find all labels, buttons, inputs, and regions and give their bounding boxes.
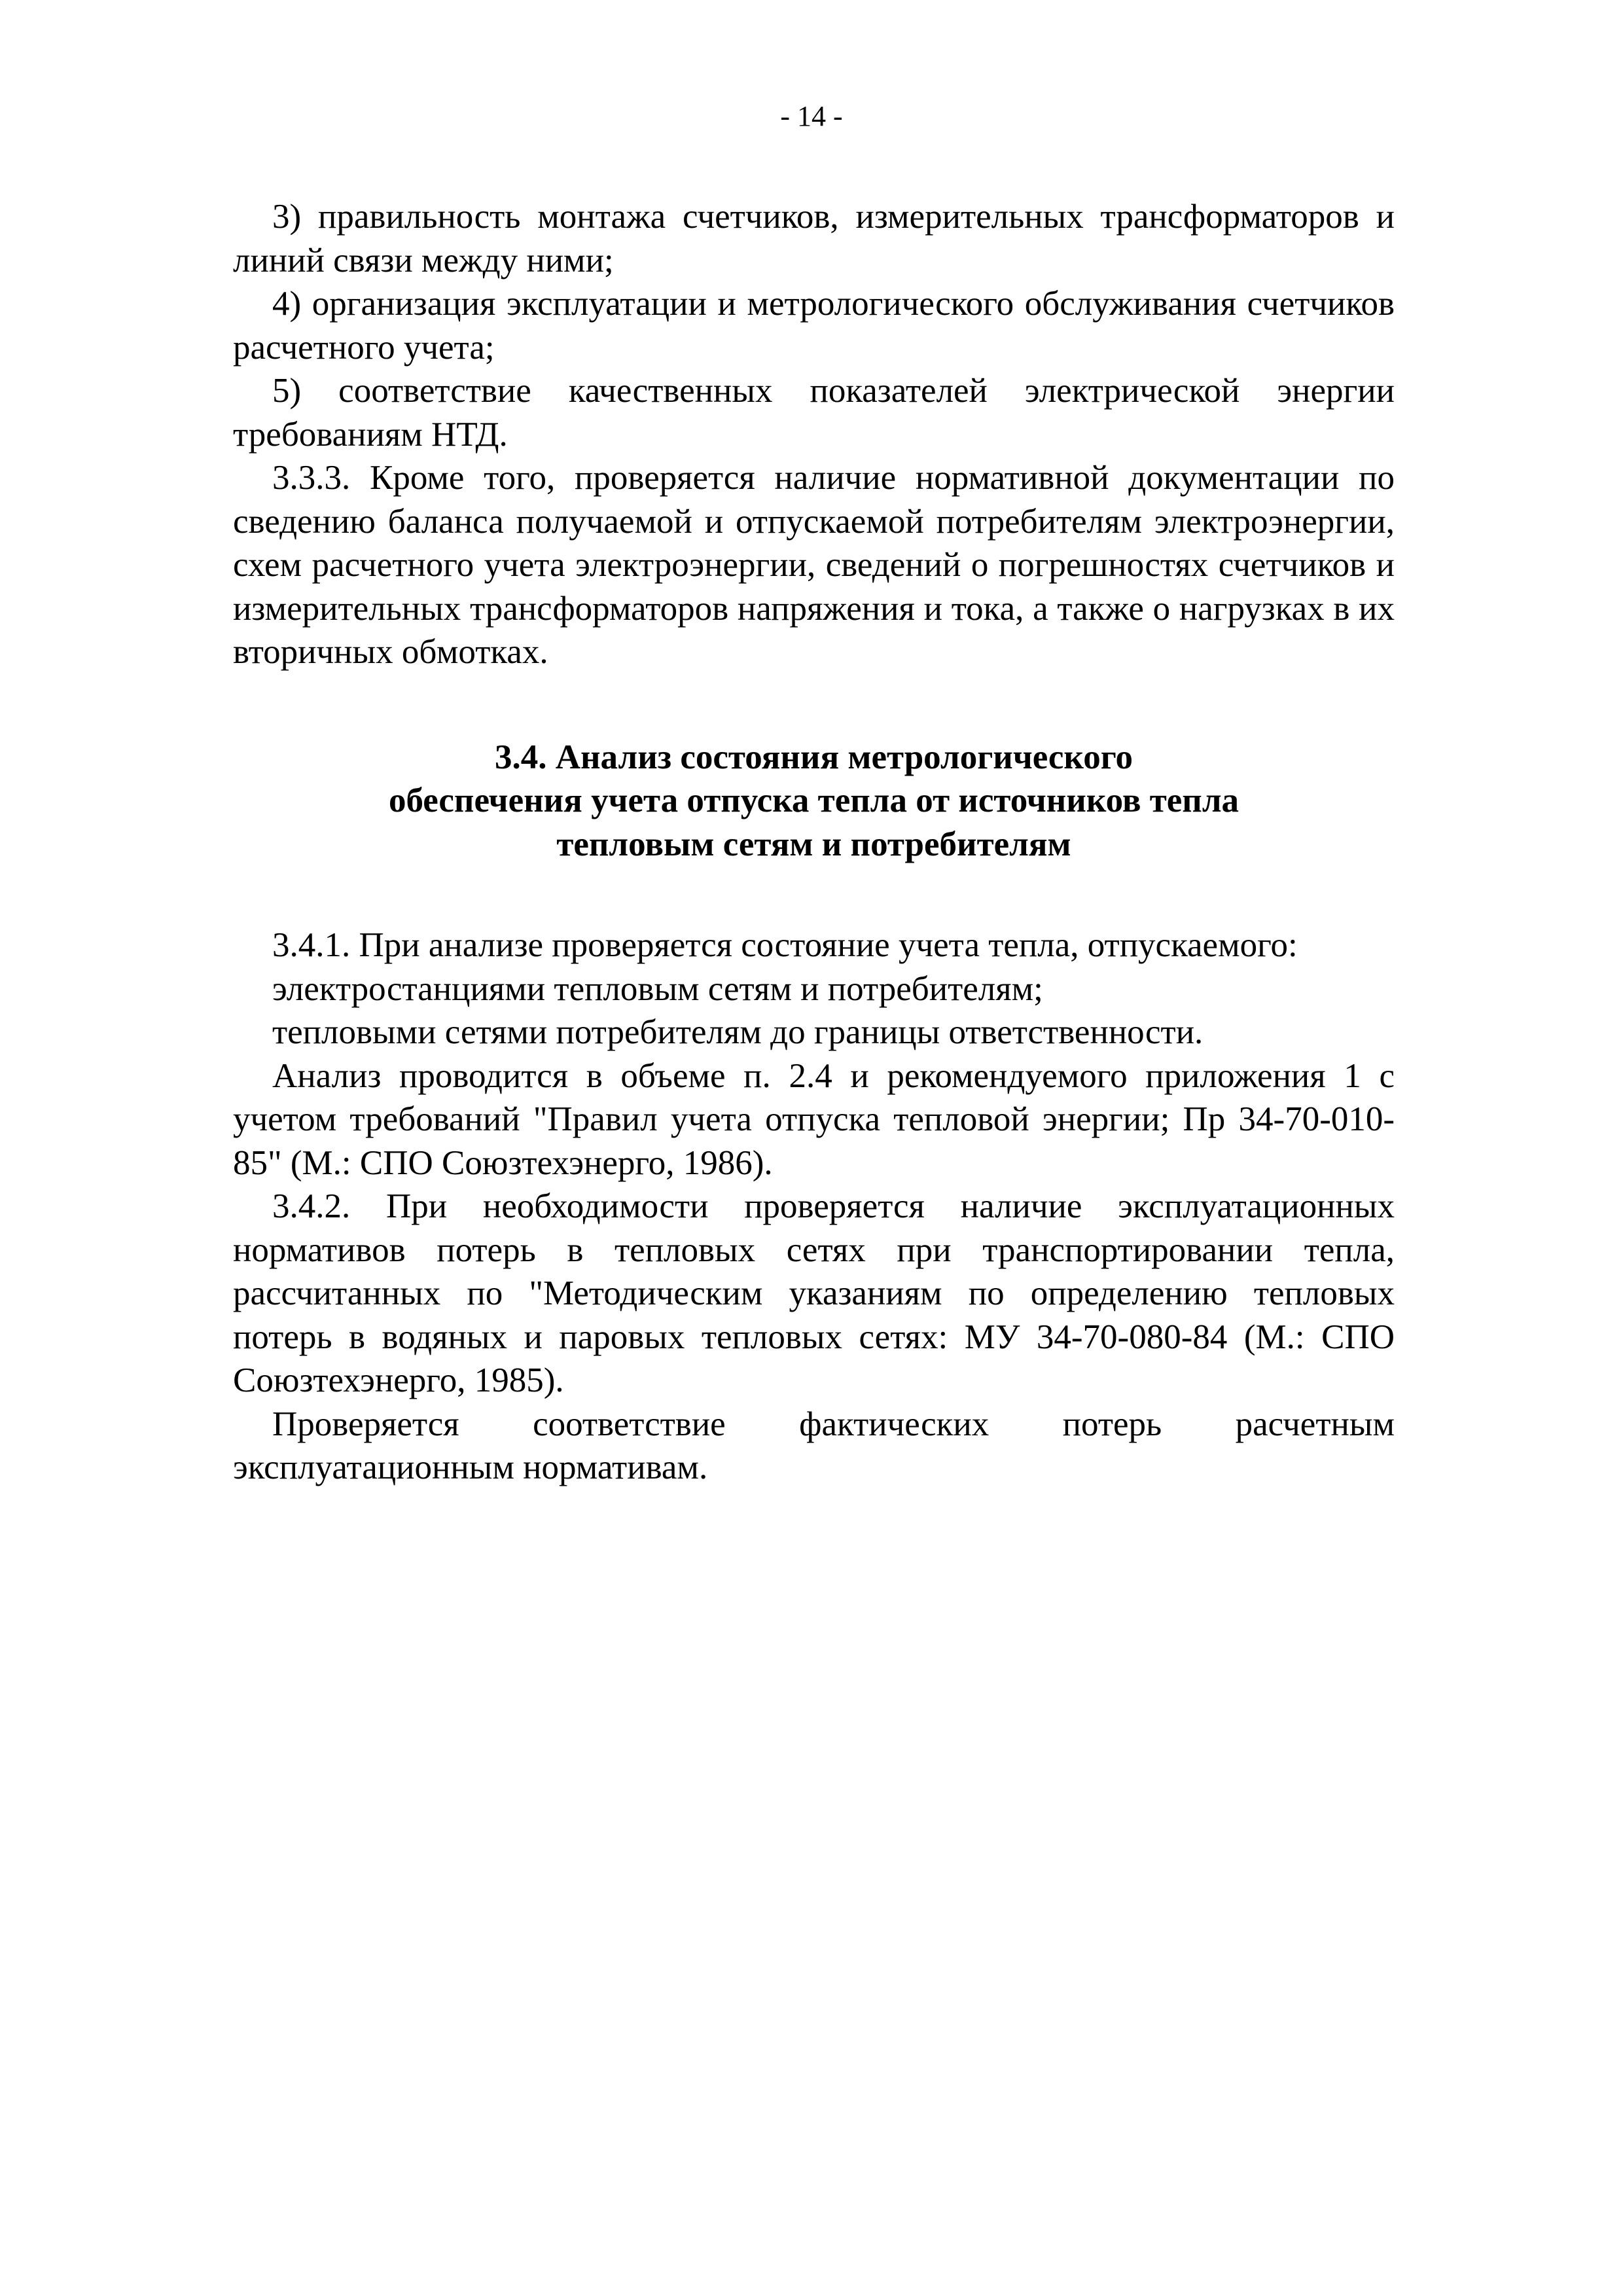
list-item-heat-networks: тепловыми сетями потребителям до границы ответственности. xyxy=(272,1013,1204,1051)
section-heading-3-4 xyxy=(233,736,1395,867)
list-item-5: 5) соответствие качественных показателей электрической энергии требованиям НТД. xyxy=(233,372,1395,454)
paragraph-loss-check: Проверяется соответствие фактических потерь расчетным эксплуатационным нормативам. xyxy=(233,1405,1395,1486)
heading-line-3: тепловым сетям и потребителям xyxy=(556,825,1071,863)
paragraph-3-4-2: 3.4.2. При необходимости проверяется наличие эксплуатационных нормативов потерь в тепловых сетях при транспортировании тепла, рассчитанных по "Методическим указаниям по определению тепловых потерь в водяных и паровых тепловых сетях: МУ 34-70-080-84 (М.: СПО Союзтехэнерго, 1985). xyxy=(233,1187,1395,1399)
list-item-power-plants: электростанциями тепловым сетям и потребителям; xyxy=(272,969,1043,1008)
list-item-4: 4) организация эксплуатации и метрологического обслуживания счетчиков расчетного учета; xyxy=(233,285,1395,367)
list-item-3: 3) правильность монтажа счетчиков, измерительных трансформаторов и линий связи между ними; xyxy=(233,198,1395,279)
paragraph-3-3-3: 3.3.3. Кроме того, проверяется наличие нормативной документации по сведению баланса получаемой и отпускаемой потребителям электроэнергии, схем расчетного учета электроэнергии, сведений о погрешностях счетчиков и измерительных трансформаторов напряжения и тока, а также о нагрузках в их вторичных обмотках. xyxy=(233,459,1395,671)
document-body xyxy=(233,195,1395,1490)
heading-line-2: обеспечения учета отпуска тепла от источников тепла xyxy=(388,781,1240,819)
paragraph-3-4-1: 3.4.1. При анализе проверяется состояние учета тепла, отпускаемого: xyxy=(272,926,1298,964)
heading-line-1: 3.4. Анализ состояния метрологического xyxy=(495,738,1133,776)
page-number: - 14 - xyxy=(780,100,843,132)
paragraph-analysis-scope: Анализ проводится в объеме п. 2.4 и рекомендуемого приложения 1 с учетом требований "Правил учета отпуска тепловой энергии; Пр 34-70-010-85" (М.: СПО Союзтехэнерго, 1986). xyxy=(233,1056,1395,1182)
